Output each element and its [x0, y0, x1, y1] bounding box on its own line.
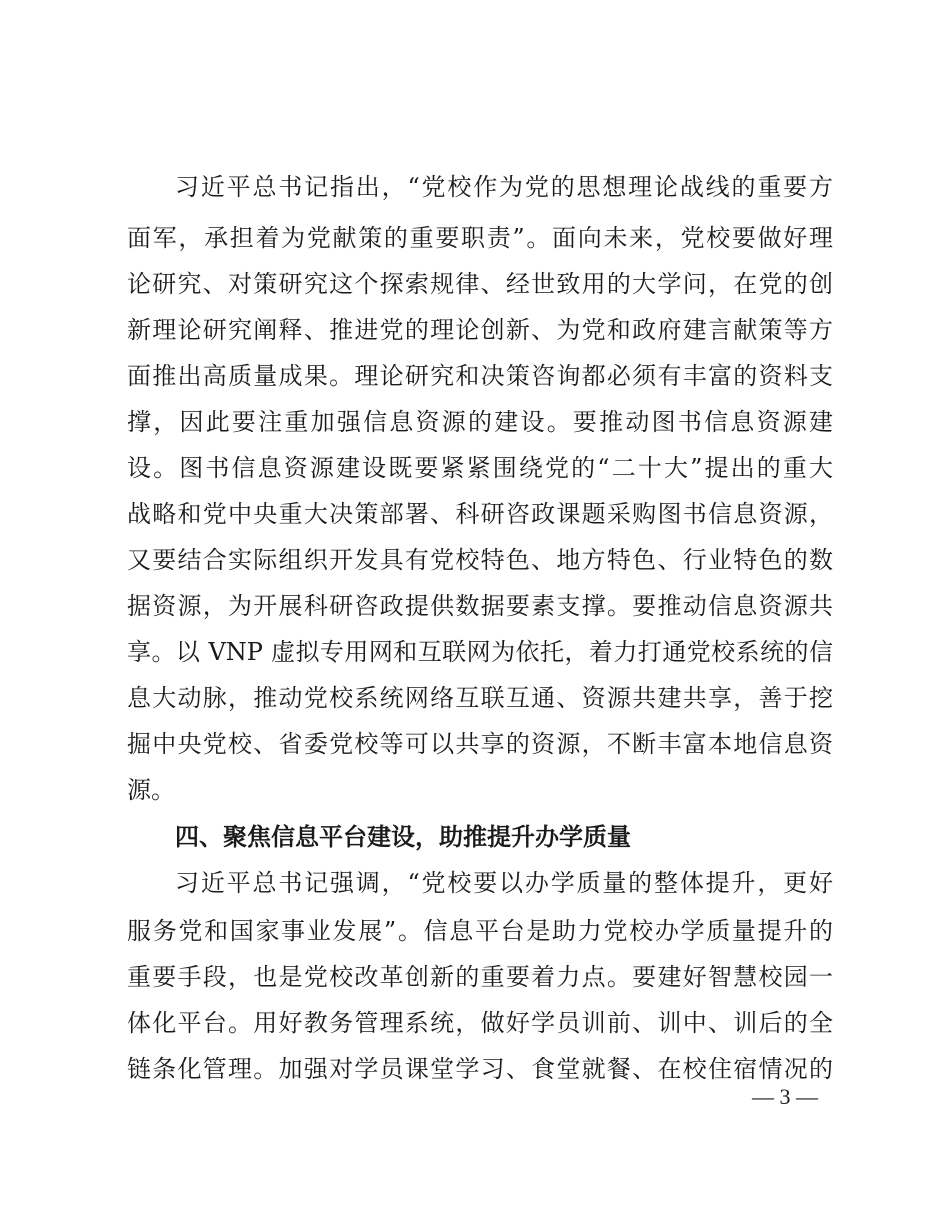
paragraph-1-line-11: 享。以 VNP 虚拟专用网和互联网为依托，着力打通党校系统的信: [127, 638, 833, 666]
page-number: — 3 —: [752, 1084, 818, 1109]
paragraph-1-line-2: 面军，承担着为党献策的重要职责”。面向未来，党校要做好理: [127, 224, 833, 252]
paragraph-1-line-5: 面推出高质量成果。理论研究和决策咨询都必须有丰富的资料支: [127, 362, 833, 390]
paragraph-1-line-9: 又要结合实际组织开发具有党校特色、地方特色、行业特色的数: [127, 546, 833, 574]
paragraph-1-line-1: 习近平总书记指出，“党校作为党的思想理论战线的重要方: [175, 173, 833, 201]
paragraph-1-line-4: 新理论研究阐释、推进党的理论创新、为党和政府建言献策等方: [127, 316, 833, 344]
section-heading: 四、聚焦信息平台建设，助推提升办学质量: [175, 823, 631, 851]
paragraph-2-line-3: 重要手段，也是党校改革创新的重要着力点。要建好智慧校园一: [127, 963, 833, 991]
paragraph-1-line-7: 设。图书信息资源建设既要紧紧围绕党的“二十大”提出的重大: [127, 454, 833, 482]
paragraph-1-line-8: 战略和党中央重大决策部署、科研咨政课题采购图书信息资源，: [127, 500, 833, 528]
paragraph-2-line-4: 体化平台。用好教务管理系统，做好学员训前、训中、训后的全: [127, 1009, 833, 1037]
paragraph-1-line-13: 掘中央党校、省委党校等可以共享的资源，不断丰富本地信息资: [127, 730, 833, 758]
paragraph-1-line-6: 撑，因此要注重加强信息资源的建设。要推动图书信息资源建: [127, 408, 833, 436]
paragraph-2-line-2: 服务党和国家事业发展”。信息平台是助力党校办学质量提升的: [127, 917, 833, 945]
paragraph-1-line-14: 源。: [127, 776, 175, 804]
paragraph-2-line-1: 习近平总书记强调，“党校要以办学质量的整体提升，更好: [175, 869, 833, 897]
paragraph-1-line-12: 息大动脉，推动党校系统网络互联互通、资源共建共享，善于挖: [127, 684, 833, 712]
paragraph-1-line-10: 据资源，为开展科研咨政提供数据要素支撑。要推动信息资源共: [127, 592, 833, 620]
paragraph-2-line-5: 链条化管理。加强对学员课堂学习、食堂就餐、在校住宿情况的: [127, 1055, 833, 1083]
paragraph-1-line-3: 论研究、对策研究这个探索规律、经世致用的大学问，在党的创: [127, 270, 833, 298]
